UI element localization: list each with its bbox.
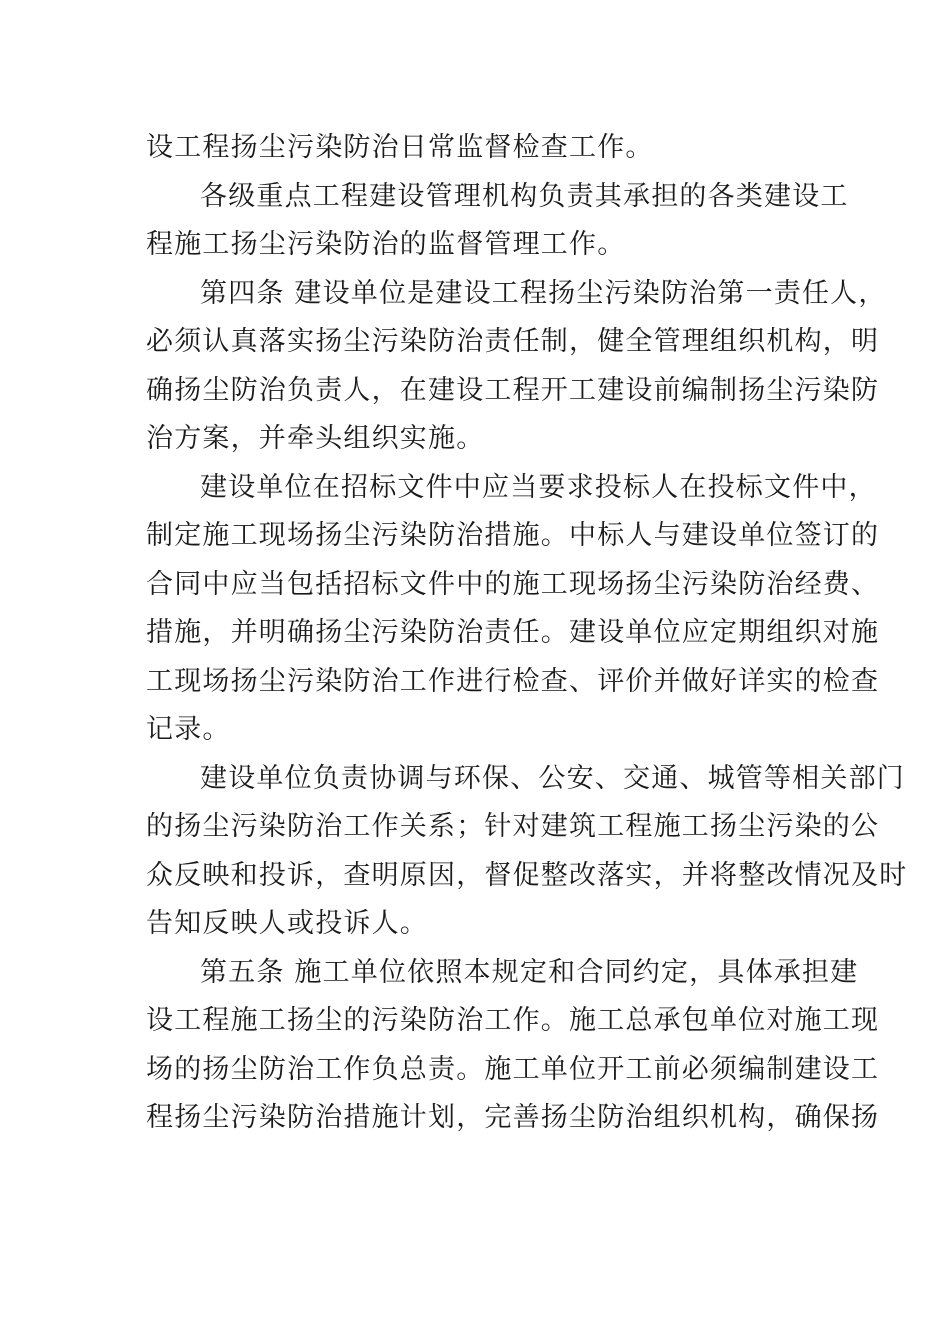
paragraph-article-4: [146, 270, 887, 464]
text-line: 措施，并明确扬尘污染防治责任。建设单位应定期组织对施: [146, 617, 880, 648]
text-line: 众反映和投诉，查明原因，督促整改落实，并将整改情况及时: [146, 859, 908, 891]
text-line: 第四条 建设单位是建设工程扬尘污染防治第一责任人，: [200, 277, 887, 309]
text-line: 合同中应当包括招标文件中的施工现场扬尘污染防治经费、: [146, 568, 880, 600]
paragraph-article-5: [146, 949, 880, 1143]
text-line: 建设单位负责协调与环保、公安、交通、城管等相关部门: [200, 762, 905, 794]
text-line: 第五条 施工单位依照本规定和合同约定，具体承担建: [200, 956, 859, 988]
text-line: 告知反映人或投诉人。: [146, 908, 428, 939]
paragraph-continuation: [146, 124, 816, 173]
text-line: 程扬尘污染防治措施计划，完善扬尘防治组织机构，确保扬: [146, 1102, 880, 1133]
text-line: 设工程施工扬尘的污染防治工作。施工总承包单位对施工现: [146, 1005, 880, 1036]
text-line: 场的扬尘防治工作负总责。施工单位开工前必须编制建设工: [146, 1053, 880, 1085]
text-line: 工现场扬尘污染防治工作进行检查、评价并做好详实的检查: [146, 665, 880, 697]
paragraph-coordination: [146, 755, 908, 949]
text-line: 建设单位在招标文件中应当要求投标人在投标文件中，: [200, 471, 877, 503]
text-line: 设工程扬尘污染防治日常监督检查工作。: [146, 132, 654, 163]
text-line: 必须认真落实扬尘污染防治责任制，健全管理组织机构，明: [146, 326, 880, 357]
text-line: 各级重点工程建设管理机构负责其承担的各类建设工: [200, 180, 849, 212]
document-body: [146, 124, 908, 1143]
paragraph-tender: [146, 464, 880, 755]
text-line: 记录。: [146, 714, 231, 745]
text-line: 的扬尘污染防治工作关系；针对建筑工程施工扬尘污染的公: [146, 811, 880, 842]
text-line: 程施工扬尘污染防治的监督管理工作。: [146, 229, 626, 260]
text-line: 制定施工现场扬尘污染防治措施。中标人与建设单位签订的: [146, 520, 880, 551]
paragraph-supervision: [146, 173, 849, 270]
text-line: 治方案，并牵头组织实施。: [146, 423, 485, 454]
text-line: 确扬尘防治负责人，在建设工程开工建设前编制扬尘污染防: [146, 374, 880, 406]
